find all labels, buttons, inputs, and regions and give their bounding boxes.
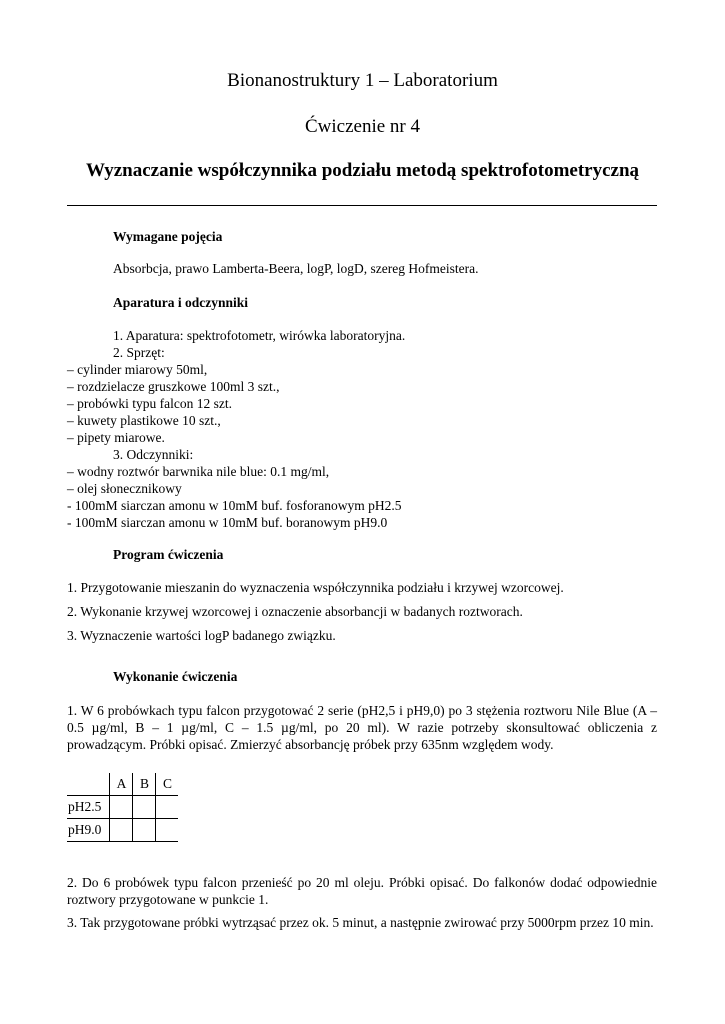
- table-row-label: pH2.5: [67, 796, 110, 819]
- absorbance-table: [67, 773, 178, 842]
- table-cell: [156, 796, 179, 819]
- program-item: 1. Przygotowanie mieszanin do wyznaczenia współczynnika podziału i krzywej wzorcowej.: [67, 580, 564, 595]
- concepts-text: Absorbcja, prawo Lamberta-Beera, logP, logD, szereg Hofmeistera.: [113, 261, 479, 276]
- program-item: 3. Wyznaczenie wartości logP badanego związku.: [67, 628, 336, 643]
- course-title: Bionanostruktury 1 – Laboratorium: [227, 70, 498, 91]
- execution-step-1: 1. W 6 probówkach typu falcon przygotować 2 serie (pH2,5 i pH9,0) po 3 stężenia roztworu Nile Blue (A – 0.5 µg/ml, B – 1 µg/ml, C – 1.5 µg/ml, po 20 ml). W razie potrzeby skonsultować obliczenia z prowadzącym. Próbki opisać. Zmierzyć absorbancję próbek przy 635nm względem wody.: [67, 703, 657, 752]
- page-title: Wyznaczanie współczynnika podziału metodą spektrofotometryczną: [85, 160, 640, 181]
- table-column-header: B: [133, 773, 156, 796]
- table-column-header: C: [162, 776, 172, 791]
- equipment-line: - 100mM siarczan amonu w 10mM buf. fosforanowym pH2.5: [67, 498, 402, 513]
- equipment-line: 3. Odczynniki:: [113, 447, 194, 462]
- program-heading: Program ćwiczenia: [113, 547, 224, 562]
- equipment-line: – kuwety plastikowe 10 szt.,: [67, 413, 221, 428]
- table-column-header: A: [110, 773, 133, 796]
- title-divider: [67, 205, 657, 206]
- equipment-line: – wodny roztwór barwnika nile blue: 0.1 mg/ml,: [67, 464, 330, 479]
- equipment-line: – cylinder miarowy 50ml,: [67, 362, 208, 377]
- execution-step-2: 2. Do 6 probówek typu falcon przenieść po 20 ml oleju. Próbki opisać. Do falkonów dodać odpowiednie roztwory przygotowane w punkcie 1.: [67, 875, 657, 907]
- equipment-line: – pipety miarowe.: [67, 430, 165, 445]
- exercise-number: Ćwiczenie nr 4: [304, 116, 420, 137]
- table-cell: [133, 796, 156, 819]
- table-cell: [110, 819, 133, 842]
- program-item: 2. Wykonanie krzywej wzorcowej i oznaczenie absorbancji w badanych roztworach.: [67, 604, 523, 619]
- equipment-line: 2. Sprzęt:: [113, 345, 165, 360]
- table-row-label: pH9.0: [67, 819, 110, 842]
- execution-step-3: 3. Tak przygotowane próbki wytrząsać przez ok. 5 minut, a następnie zwirować przy 5000rpm przez 10 min.: [67, 915, 654, 930]
- table-cell: [110, 796, 133, 819]
- equipment-line: - 100mM siarczan amonu w 10mM buf. boranowym pH9.0: [67, 515, 388, 530]
- equipment-line: – olej słonecznikowy: [67, 481, 182, 496]
- equipment-line: – rozdzielacze gruszkowe 100ml 3 szt.,: [67, 379, 280, 394]
- equipment-line: – probówki typu falcon 12 szt.: [67, 396, 232, 411]
- concepts-heading: Wymagane pojęcia: [113, 229, 223, 244]
- table-cell: [133, 819, 156, 842]
- equipment-line: 1. Aparatura: spektrofotometr, wirówka laboratoryjna.: [113, 328, 406, 343]
- execution-heading: Wykonanie ćwiczenia: [113, 669, 238, 684]
- table-corner-cell: [67, 773, 110, 796]
- table-cell: [156, 819, 179, 842]
- equipment-heading: Aparatura i odczynniki: [113, 295, 249, 310]
